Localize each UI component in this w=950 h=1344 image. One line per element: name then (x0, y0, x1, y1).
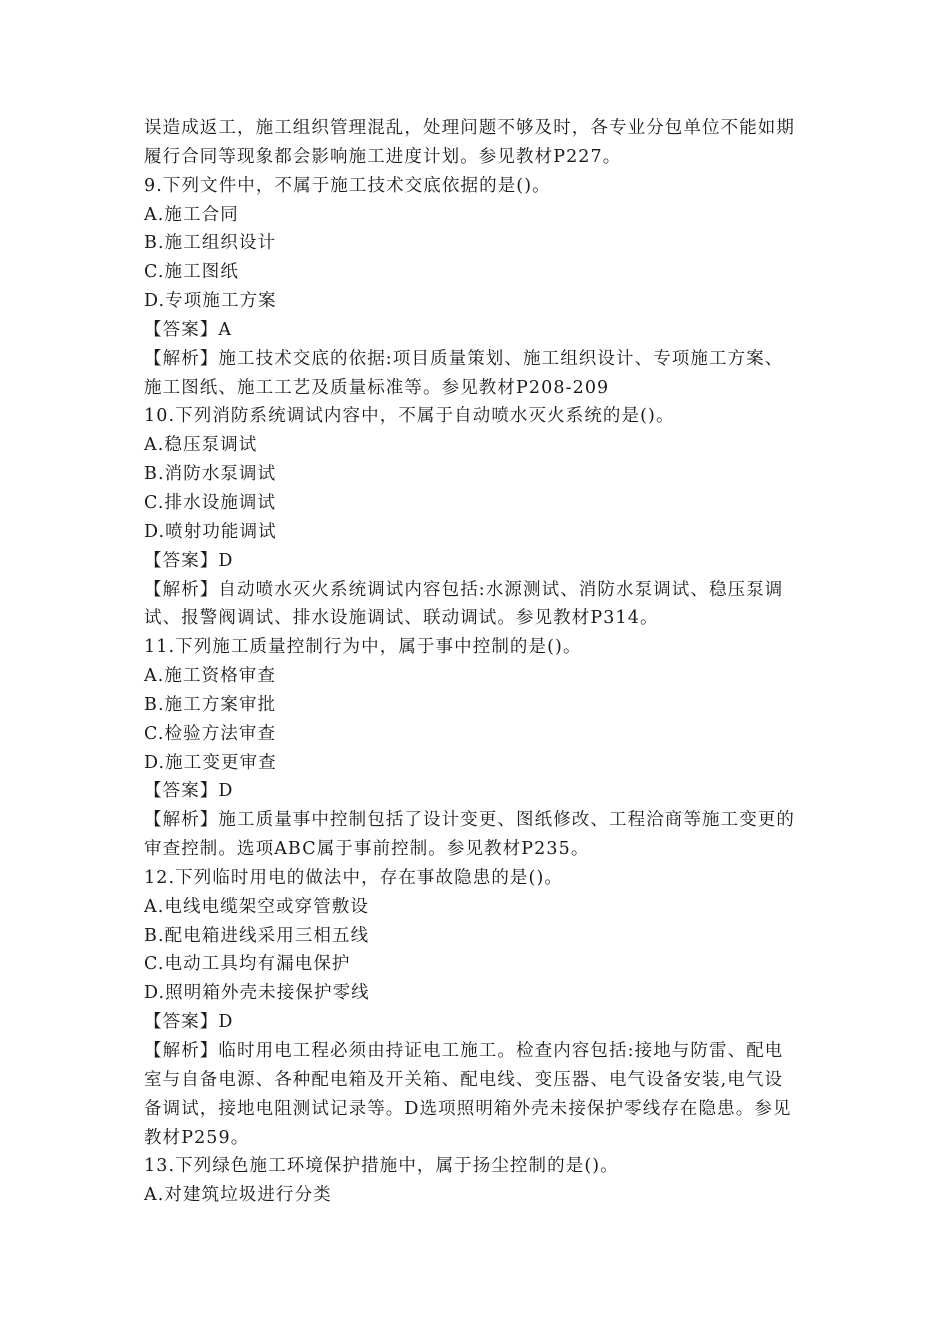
option-line: A.对建筑垃圾进行分类 (144, 1185, 332, 1206)
question-stem: 13.下列绿色施工环境保护措施中，属于扬尘控制的是()。 (144, 1156, 619, 1177)
explanation-line: 【解析】施工质量事中控制包括了设计变更、图纸修改、工程洽商等施工变更的 (144, 810, 795, 831)
explanation-line: 【解析】自动喷水灭火系统调试内容包括:水源测试、消防水泵调试、稳压泵调 (144, 579, 784, 600)
option-line: C.电动工具均有漏电保护 (144, 954, 351, 975)
option-line: C.施工图纸 (144, 262, 239, 283)
answer-line: 【答案】A (144, 319, 233, 340)
explanation-line: 审查控制。选项ABC属于事前控制。参见教材P235。 (144, 839, 590, 860)
question-stem: 10.下列消防系统调试内容中，不属于自动喷水灭火系统的是()。 (144, 406, 675, 427)
option-line: C.检验方法审查 (144, 723, 277, 744)
option-line: D.专项施工方案 (144, 291, 277, 312)
answer-line: 【答案】D (144, 1012, 234, 1033)
option-line: A.施工资格审查 (144, 666, 277, 687)
option-line: C.排水设施调试 (144, 492, 277, 513)
explanation-line: 教材P259。 (144, 1127, 250, 1148)
option-line: D.喷射功能调试 (144, 521, 277, 542)
explanation-line: 试、报警阀调试、排水设施调试、联动调试。参见教材P314。 (144, 608, 659, 629)
option-line: A.稳压泵调试 (144, 435, 258, 456)
option-line: B.施工组织设计 (144, 233, 277, 254)
explanation-line: 【解析】临时用电工程必须由持证电工施工。检查内容包括:接地与防雷、配电 (144, 1041, 784, 1061)
explanation-line: 【解析】施工技术交底的依据:项目质量策划、施工组织设计、专项施工方案、 (144, 348, 784, 369)
option-line: B.消防水泵调试 (144, 464, 277, 485)
text-line: 误造成返工，施工组织管理混乱，处理问题不够及时，各专业分包单位不能如期 (144, 118, 795, 138)
text-line: 履行合同等现象都会影响施工进度计划。参见教材P227。 (144, 146, 622, 167)
question-stem: 9.下列文件中，不属于施工技术交底依据的是()。 (144, 175, 551, 196)
explanation-line: 施工图纸、施工工艺及质量标准等。参见教材P208-209 (144, 377, 610, 398)
answer-line: 【答案】D (144, 550, 234, 571)
question-stem: 12.下列临时用电的做法中，存在事故隐患的是()。 (144, 867, 563, 888)
document-page (144, 114, 814, 1210)
option-line: A.电线电缆架空或穿管敷设 (144, 896, 369, 917)
question-stem: 11.下列施工质量控制行为中，属于事中控制的是()。 (144, 637, 582, 658)
option-line: D.施工变更审查 (144, 752, 277, 773)
explanation-line: 室与自备电源、各种配电箱及开关箱、配电线、变压器、电气设备安装,电气设 (144, 1069, 784, 1090)
option-line: D.照明箱外壳未接保护零线 (144, 983, 370, 1004)
explanation-line: 备调试，接地电阻测试记录等。D选项照明箱外壳未接保护零线存在隐患。参见 (144, 1098, 792, 1119)
option-line: B.施工方案审批 (144, 694, 277, 715)
answer-line: 【答案】D (144, 781, 234, 802)
option-line: B.配电箱进线采用三相五线 (144, 925, 370, 946)
option-line: A.施工合同 (144, 204, 239, 225)
